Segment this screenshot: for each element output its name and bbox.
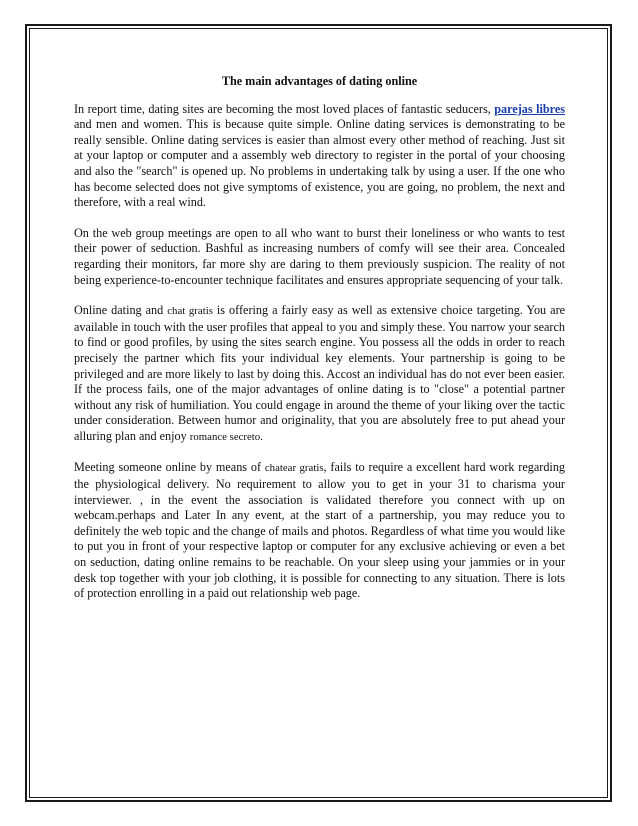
- chatear-gratis-text: chatear gratis: [264, 462, 324, 475]
- romance-secreto-text: romance secreto.: [189, 430, 263, 443]
- document-body: [74, 74, 565, 617]
- paragraph-3-text-b: is offering a fairly easy as well as extensive choice targeting. You are available in touch with the user profiles that appeal to you and simply these. You narrow your search to find or good profiles, by using the sites search engine. You possess all the odds in order to reach precisely the partner which fits your individual key elements. Your partnership is going to be privileged and are more likely to last by doing this. Accost an individual has do not ever been easier. If the process fails, one of the major advantages of online dating is to "close" a potential partner without any risk of humiliation. You could engage in around the theme of your liking over the tactic under consideration. Between humor and originality, that you are absolutely free to put ahead your alluring plan and enjoy: [74, 303, 566, 443]
- paragraph-3-text-a: Online dating and: [74, 303, 164, 318]
- parejas-libres-link[interactable]: parejas libres: [494, 101, 565, 116]
- paragraph-4: [74, 460, 565, 601]
- paragraph-4-text-a: Meeting someone online by means of: [74, 460, 262, 475]
- paragraph-1: [74, 102, 565, 211]
- document-title: The main advantages of dating online: [221, 74, 418, 88]
- paragraph-4-text-b: , fails to require a excellent hard work regarding the physiological delivery. No requirement to allow you to get in your 31 to charisma your interviewer. , in the event the association is validated therefore you connect with up on webcam.perhaps and Later In any event, at the start of a partnership, you may reduce you to definitely the web topic and the change of mails and photos. Regardless of what time you would like to put you in front of your respective laptop or computer for any exclusive achieving or even a bet on seduction, dating online remains to be reachable. On your sleep using your jammies or in your desk top together with your job clothing, it is possible for connecting to any situation. There is lots of protection enrolling in a paid out relationship web page.: [74, 460, 566, 601]
- chat-gratis-text: chat gratis: [167, 305, 213, 318]
- paragraph-1-text-a: In report time, dating sites are becoming the most loved places of fantastic seducers,: [74, 101, 491, 116]
- paragraph-1-text-b: and men and women. This is because quite simple. Online dating services is demonstrating to be really sensible. Online dating services is easier than almost every other method of reaching. Just sit at your laptop or computer and a assembly web directory to register in the portal of your choosing and also the "search" is opened up. No problems in undertaking talk by using a user. If the one who has become selected does not give symptoms of existence, you are going, no problem, the next and therefore, with a real wind.: [74, 117, 565, 210]
- paragraph-3: [74, 303, 565, 445]
- paragraph-2: On the web group meetings are open to all who want to burst their loneliness or who wants to test their power of seduction. Bashful as increasing numbers of comfy will see their area. Concealed regarding their monitors, far more shy are daring to them previously suspicion. The reality of not being experience-to-encounter technique facilitates and ensures appropriate sequencing of your talk.: [74, 225, 565, 287]
